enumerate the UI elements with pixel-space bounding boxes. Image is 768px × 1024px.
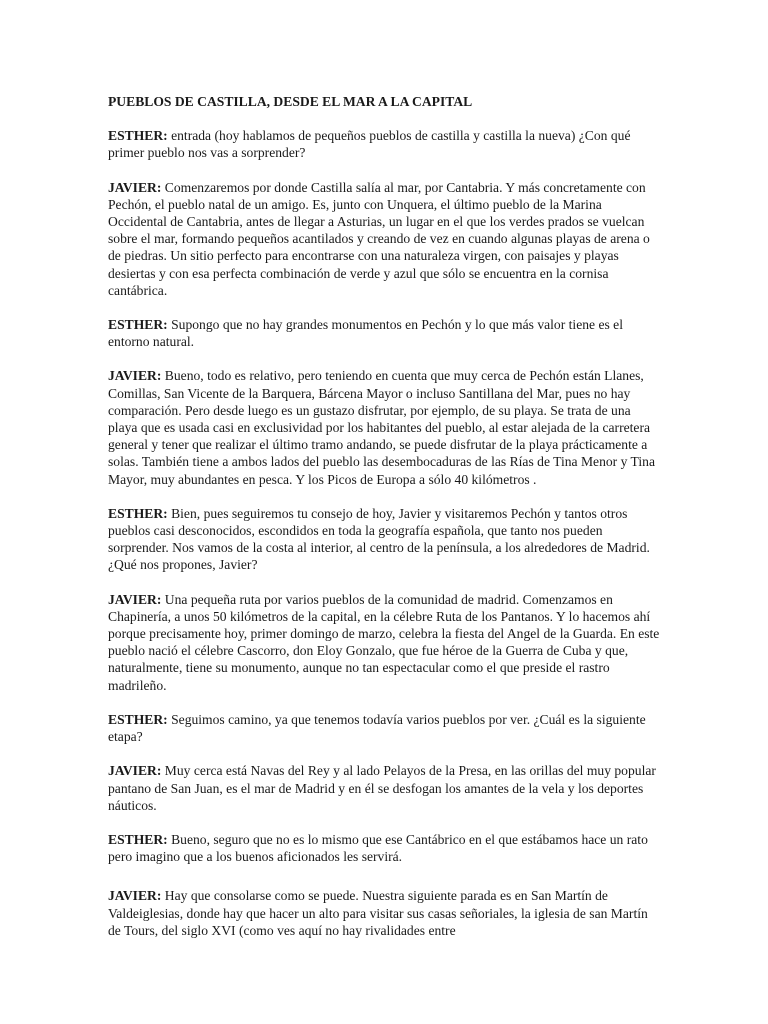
- paragraph-text: Muy cerca está Navas del Rey y al lado Pelayos de la Presa, en las orillas del muy popular pantano de San Juan, es el mar de Madrid y en él se desfogan los amantes de la vela y los deportes náuticos.: [108, 763, 656, 813]
- document-title: PUEBLOS DE CASTILLA, DESDE EL MAR A LA CAPITAL: [108, 94, 473, 109]
- paragraph-text: Supongo que no hay grandes monumentos en Pechón y lo que más valor tiene es el entorno natural.: [108, 317, 623, 350]
- paragraph-text: entrada (hoy hablamos de pequeños pueblos de castilla y castilla la nueva) ¿Con qué primer pueblo nos vas a sorprender?: [108, 128, 631, 161]
- dialogue-paragraph: [108, 887, 660, 939]
- speaker-label: ESTHER:: [108, 317, 168, 333]
- speaker-label: ESTHER:: [108, 831, 168, 847]
- dialogue-paragraph: [108, 316, 660, 350]
- speaker-label: JAVIER:: [108, 888, 162, 904]
- speaker-label: ESTHER:: [108, 128, 168, 144]
- speaker-label: JAVIER:: [108, 368, 162, 384]
- paragraph-text: Bueno, todo es relativo, pero teniendo en cuenta que muy cerca de Pechón están Llanes, Comillas, San Vicente de la Barquera, Bárcena Mayor o incluso Santillana del Mar, pues no hay comparación. Pero desde luego es un gustazo disfrutar, por ejemplo, de su playa. Se trata de una playa que es usada casi en exclusividad por los habitantes del pueblo, al estar alejada de la carretera general y tener que realizar el último tramo andando, se puede disfrutar de la playa prácticamente a solas. También tiene a ambos lados del pueblo las desembocaduras de las Rías de Tina Menor y Tina Mayor, muy abundantes en pesca. Y los Picos de Europa a sólo 40 kilómetros .: [108, 368, 655, 487]
- paragraph-text: Comenzaremos por donde Castilla salía al mar, por Cantabria. Y más concretamente con Pechón, el pueblo natal de un amigo. Es, junto con Unquera, el último pueblo de la Marina Occidental de Cantabria, antes de llegar a Asturias, un lugar en el que los verdes prados se vuelcan sobre el mar, formando pequeños acantilados y creando de vez en cuando algunas playas de arena o de piedras. Un sitio perfecto para encontrarse con una naturaleza virgen, con paisajes y playas desiertas y con esa perfecta combinación de verde y azul que sólo se encuentra en la cornisa cantábrica.: [108, 179, 650, 298]
- paragraph-text: Bueno, seguro que no es lo mismo que ese Cantábrico en el que estábamos hace un rato pero imagino que a los buenos aficionados les servirá.: [108, 831, 648, 865]
- dialogue-paragraph: [108, 831, 660, 865]
- dialogue-paragraph: [108, 367, 660, 487]
- speaker-label: JAVIER:: [108, 763, 162, 779]
- speaker-label: ESTHER:: [108, 505, 168, 521]
- paragraph-text: Una pequeña ruta por varios pueblos de la comunidad de madrid. Comenzamos en Chapinería, a unos 50 kilómetros de la capital, en la célebre Ruta de los Pantanos. Y lo hacemos ahí porque precisamente hoy, primer domingo de marzo, celebra la fiesta del Angel de la Guarda. En este pueblo nació el célebre Cascorro, don Eloy Gonzalo, que fue héroe de la Guerra de Cuba y que, naturalmente, tiene su monumento, aunque no tan espectacular como el que preside el rastro madrileño.: [108, 591, 660, 693]
- speaker-label: JAVIER:: [108, 591, 162, 607]
- dialogue-paragraph: [108, 711, 660, 745]
- dialogue-paragraph: [108, 762, 660, 814]
- speaker-label: ESTHER:: [108, 711, 168, 727]
- dialogue-paragraph: [108, 591, 660, 694]
- dialogue-paragraph: [108, 179, 660, 299]
- paragraph-text: Bien, pues seguiremos tu consejo de hoy, Javier y visitaremos Pechón y tantos otros pueblos casi desconocidos, escondidos en toda la geografía española, que tanto nos pueden sorprender. Nos vamos de la costa al interior, al centro de la península, a los alrededores de Madrid. ¿Qué nos propones, Javier?: [108, 505, 650, 573]
- paragraph-text: Seguimos camino, ya que tenemos todavía varios pueblos por ver. ¿Cuál es la siguiente etapa?: [108, 711, 646, 745]
- dialogue-paragraph: [108, 127, 660, 161]
- speaker-label: JAVIER:: [108, 179, 162, 195]
- paragraph-text: Hay que consolarse como se puede. Nuestra siguiente parada es en San Martín de Valdeiglesias, donde hay que hacer un alto para visitar sus casas señoriales, la iglesia de san Martín de Tours, del siglo XVI (como ves aquí no hay rivalidades entre: [108, 888, 648, 938]
- dialogue-paragraph: [108, 505, 660, 574]
- document-page: [108, 93, 660, 956]
